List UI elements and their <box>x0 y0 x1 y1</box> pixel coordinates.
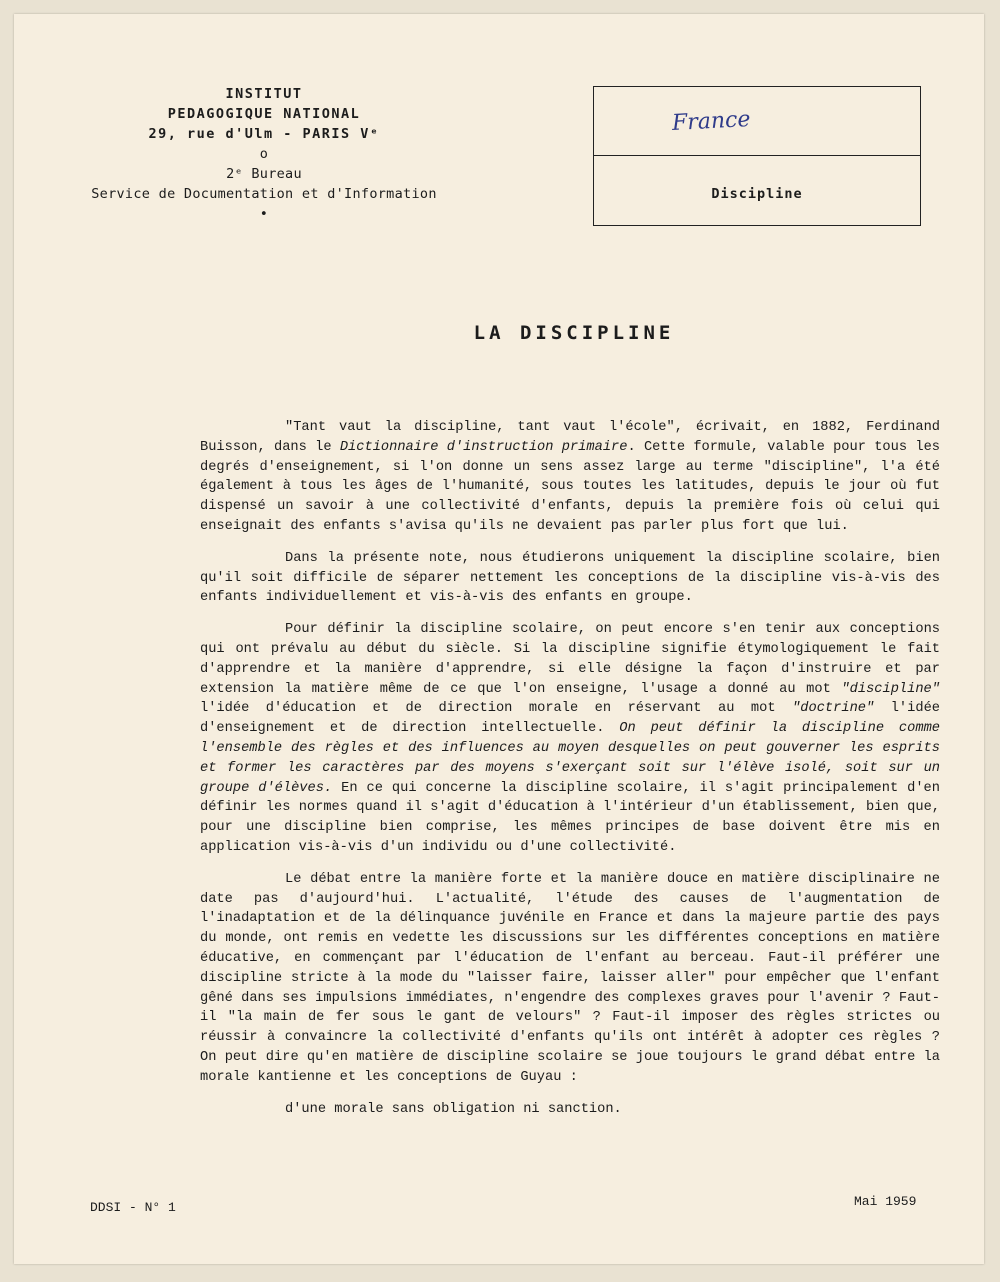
paragraph: Le débat entre la manière forte et la manière douce en matière disciplinaire ne date pas d'aujourd'hui. L'actualité, l'étude des causes de l'augmentation de l'inadaptation et de la délinquance juvénile en France et dans la majeure partie des pays du monde, ont remis en vedette les discussions sur les différentes conceptions en matière éducative, en commençant par l'éducation de l'enfant au berceau. Faut-il préférer une discipline stricte à la mode du "laisser faire, laisser aller" pour empêcher que l'enfant gêné dans ses impulsions immédiates, n'engendre des complexes graves pour l'avenir ? Faut-il "la main de fer sous le gant de velours" ? Faut-il imposer des règles strictes ou réussir à convaincre la collectivité d'enfants qu'ils ont intérêt à adopter ces règles ? On peut dire qu'en matière de discipline scolaire se joue toujours le grand débat entre la morale kantienne et les conceptions de Guyau : <box>200 871 940 1085</box>
paragraph: Dans la présente note, nous étudierons uniquement la discipline scolaire, bien qu'il soit difficile de séparer nettement les conceptions de la discipline vis-à-vis des enfants individuellement et vis-à-vis des enfants en groupe. <box>200 550 940 606</box>
text: l'idée d'éducation et de direction morale en réservant au mot <box>200 701 793 717</box>
handwritten-annotation: France <box>671 106 752 137</box>
paragraph <box>200 418 940 537</box>
classification-box <box>593 86 921 226</box>
header-service: Service de Documentation et d'Information <box>91 186 437 202</box>
header-line: PEDAGOGIQUE NATIONAL <box>167 106 361 122</box>
text: . Cette formule, valable pour tous les degrés d'enseignement, si l'on donne un sens assez large au terme "discipline", l'a été également à tous les âges de l'humanité, sous toutes les latitudes, depuis le jour où fut dispensé un savoir à une collectivité d'enfants, depuis la première fois où celui qui enseignait des enfants s'avisa qu'ils ne devaient pas parler plus fort que lui. <box>200 439 940 534</box>
header-bureau: 2ᵉ Bureau <box>226 166 302 182</box>
italic-text: "discipline" <box>841 681 940 697</box>
text: l'idée d'enseignement et de direction intellectuelle. <box>200 701 940 737</box>
document-body <box>200 418 940 1119</box>
paragraph <box>200 620 940 858</box>
text: En ce qui concerne la discipline scolaire, il s'agit principalement d'en définir les normes quand il s'agit d'éducation à l'intérieur d'un établissement, bien que, pour une discipline bien comprise, les mêmes principes de base doivent être mis en application vis-à-vis d'un individu ou d'une collectivité. <box>200 780 940 855</box>
header-separator: o <box>259 146 269 162</box>
header-address: 29, rue d'Ulm - PARIS Vᵉ <box>148 126 380 142</box>
handwritten-cell <box>594 87 920 156</box>
italic-text: "doctrine" <box>792 701 875 717</box>
paragraph-continuation: d'une morale sans obligation ni sanction. <box>285 1101 622 1117</box>
header-line: INSTITUT <box>225 86 303 102</box>
header-separator: • <box>259 206 269 222</box>
text: "Tant vaut la discipline, tant vaut l'école", écrivait, en 1882, Ferdinand Buisson, dans le <box>200 420 940 455</box>
institution-header <box>74 84 454 224</box>
document-date: Mai 1959 <box>854 1194 917 1209</box>
page-title: LA DISCIPLINE <box>473 322 675 344</box>
text: Pour définir la discipline scolaire, on peut encore s'en tenir aux conceptions qui ont prévalu au début du siècle. Si la discipline signifie étymologiquement le fait d'apprendre et la manière d'apprendre, si elle désigne la façon d'instruire et par extension la matière même de ce que l'on enseigne, l'usage a donné au mot <box>200 622 940 697</box>
italic-text: Dictionnaire d'instruction primaire <box>339 439 628 455</box>
subject-label: Discipline <box>711 186 803 202</box>
document-page <box>14 14 984 1264</box>
document-reference: DDSI - N° 1 <box>90 1200 176 1215</box>
italic-text: On peut définir la discipline comme l'ensemble des règles et des influences au moyen desquelles on peut gouverner les esprits et former les caractères par des moyens s'exerçant soit sur l'élève isolé, soit sur un groupe d'élèves. <box>200 721 940 796</box>
